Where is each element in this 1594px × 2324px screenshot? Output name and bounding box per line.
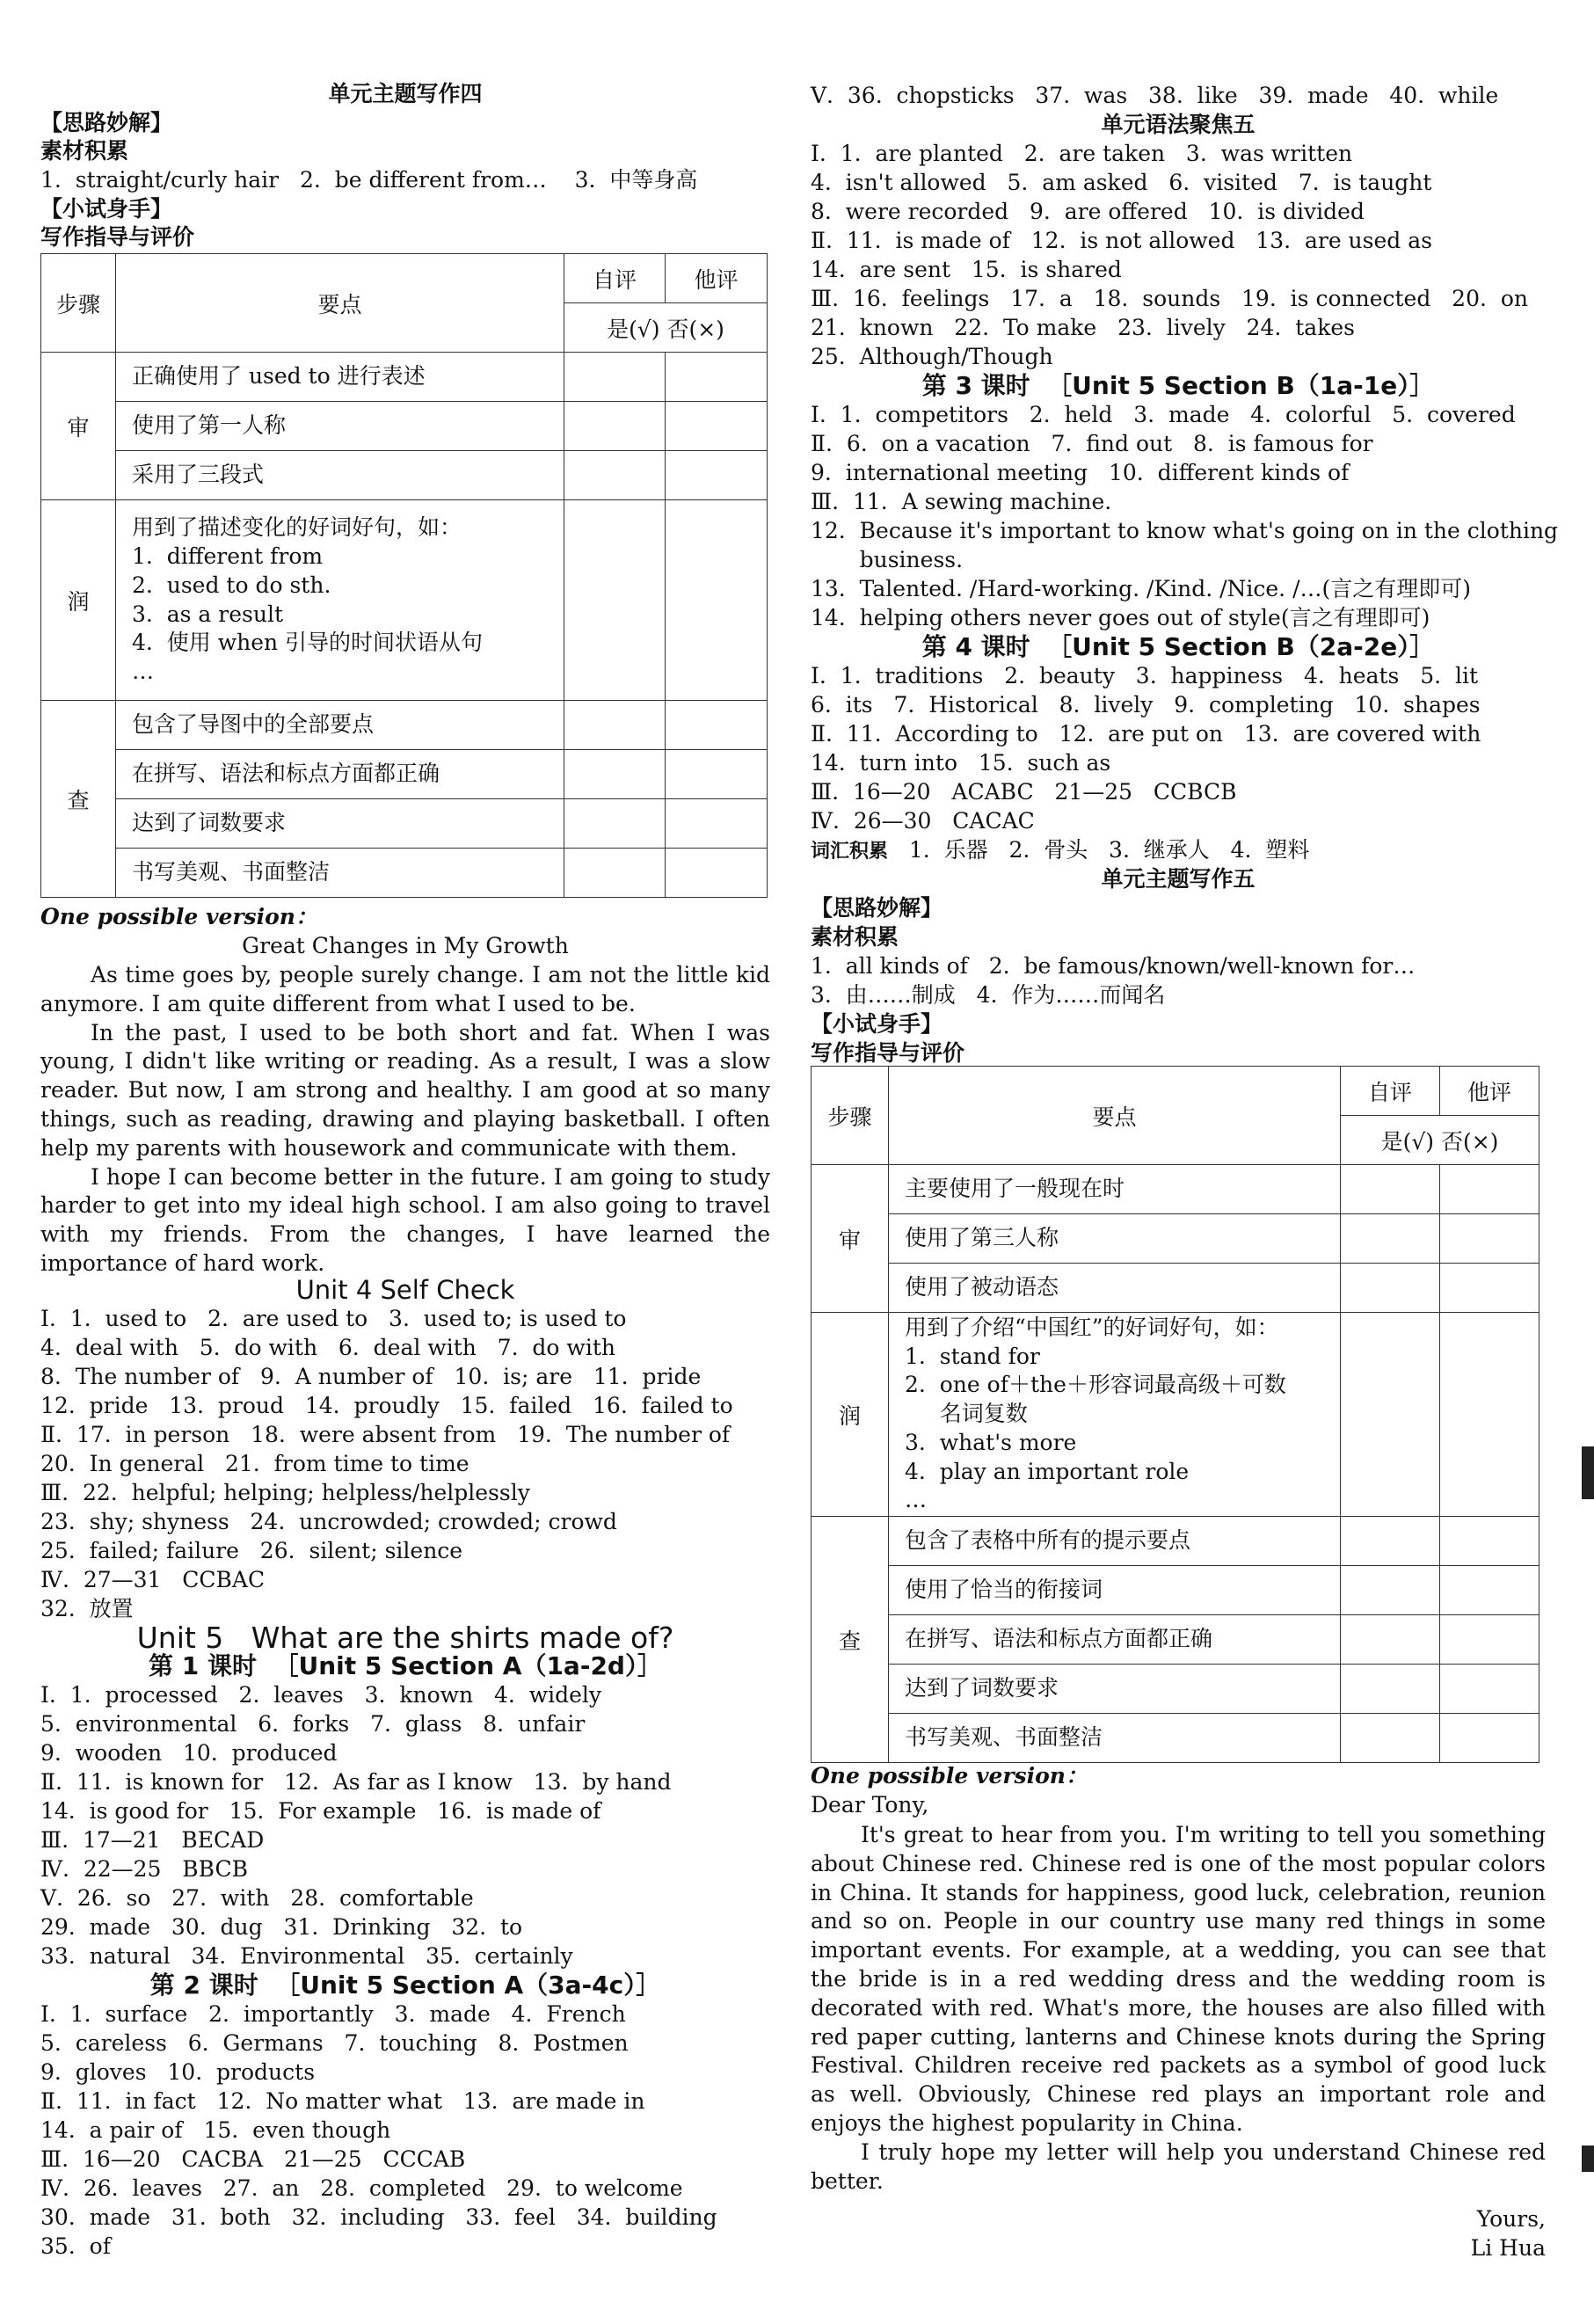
answer-line: Ⅰ. 1. processed 2. leaves 3. known 4. widely xyxy=(40,1682,602,1708)
answer-line: Ⅳ. 26. leaves 27. an 28. completed 29. to welcome xyxy=(40,2175,683,2201)
essay-paragraph: I hope I can become better in the future. I am going to study harder to get into my ideal high school. I am also going to travel with my friends. From the changes, I have learned the importance of hard work. xyxy=(40,1163,770,1276)
letter-paragraph: I truly hope my letter will help you understand Chinese red better. xyxy=(811,2138,1546,2194)
answer-line: Ⅴ. 36. chopsticks 37. was 38. like 39. made 40. while xyxy=(811,83,1499,108)
point-cell-multiline: 用到了描述变化的好词好句，如： 1. different from 2. used to do sth. 3. as a result 4. 使用 when 引导的时间状语从句 … xyxy=(116,500,564,701)
header-step: 步骤 xyxy=(41,254,116,353)
header-yesno: 是(√) 否(×) xyxy=(1341,1116,1539,1165)
header-other: 他评 xyxy=(666,254,768,303)
answer-line: 12. pride 13. proud 14. proudly 15. failed 16. failed to xyxy=(40,1393,733,1418)
letter-salutation: Dear Tony, xyxy=(811,1792,929,1818)
point-cell: 使用了第一人称 xyxy=(116,402,564,451)
answer-line: 33. natural 34. Environmental 35. certainly xyxy=(40,1943,573,1969)
answer-line: Ⅱ. 17. in person 18. were absent from 19. The number of xyxy=(40,1422,731,1447)
step-run: 润 xyxy=(41,500,116,701)
xiaoshi-label: 【小试身手】 xyxy=(40,196,173,222)
answer-line: 23. shy; shyness 24. uncrowded; crowded; crowd xyxy=(40,1509,617,1534)
answer-line: 8. The number of 9. A number of 10. is; are 11. pride xyxy=(40,1364,702,1389)
page-edge-mark xyxy=(1582,1446,1594,1499)
point-cell: 主要使用了一般现在时 xyxy=(889,1165,1341,1214)
answer-line: 6. its 7. Historical 8. lively 9. completing 10. shapes xyxy=(811,692,1481,718)
answer-line: 12. Because it's important to know what's going on in the clothing xyxy=(811,518,1559,543)
answer-line: Ⅳ. 22—25 BBCB xyxy=(40,1856,248,1882)
unit4-self-check-heading: Unit 4 Self Check xyxy=(295,1275,515,1305)
answer-line: 14. a pair of 15. even though xyxy=(40,2117,391,2143)
point-cell: 书写美观、书面整洁 xyxy=(116,849,564,898)
header-step: 步骤 xyxy=(812,1067,889,1165)
possible-version-label: One possible version： xyxy=(40,904,317,929)
answer-line: 21. known 22. To make 23. lively 24. takes xyxy=(811,315,1355,340)
point-cell: 采用了三段式 xyxy=(116,451,564,500)
possible-version-label: One possible version： xyxy=(811,1763,1088,1789)
point-cell: 在拼写、语法和标点方面都正确 xyxy=(116,750,564,799)
answer-line: Ⅰ. 1. competitors 2. held 3. made 4. colorful 5. covered xyxy=(811,402,1516,427)
evaluation-table-4 xyxy=(40,253,768,898)
answer-line: Ⅲ. 17—21 BECAD xyxy=(40,1827,265,1853)
lesson4-heading: 第 4 课时 ［Unit 5 Section B（2a-2e）］ xyxy=(921,632,1435,661)
point-cell: 使用了第三人称 xyxy=(889,1214,1341,1264)
point-cell: 正确使用了 used to 进行表述 xyxy=(116,353,564,402)
answer-line: 29. made 30. dug 31. Drinking 32. to xyxy=(40,1914,523,1940)
writing4-title: 单元主题写作四 xyxy=(328,81,483,106)
sucai-line: 1. all kinds of 2. be famous/known/well-known for… xyxy=(811,953,1416,979)
answer-line: Ⅱ. 11. is made of 12. is not allowed 13. are used as xyxy=(811,228,1432,253)
answer-line: Ⅰ. 1. surface 2. importantly 3. made 4. French xyxy=(40,2001,626,2027)
lesson1-heading: 第 1 课时 ［Unit 5 Section A（1a-2d）］ xyxy=(149,1651,662,1680)
point-cell: 达到了词数要求 xyxy=(889,1665,1341,1714)
header-self: 自评 xyxy=(564,254,666,303)
header-other: 他评 xyxy=(1440,1067,1539,1116)
letter-paragraph: It's great to hear from you. I'm writing to tell you something about Chinese red. Chinese red is one of the most popular colors in China. It stands for happiness, good luck, celebration, reunion and so on. People in our country use many red things in some important events. For example, at a wedding, you can see that the bride is in a red wedding dress and the wedding room is decorated with red. What's more, the houses are also filled with red paper cutting, lanterns and Chinese knots during the Spring Festival. Children receive red packets as a symbol of good luck as well. Obviously, Chinese red plays an important role and enjoys the highest popularity in China. xyxy=(811,1822,1546,2136)
answer-line: Ⅰ. 1. are planted 2. are taken 3. was written xyxy=(811,141,1353,166)
answer-line: 32. 放置 xyxy=(40,1596,134,1621)
sucai-line: 1. straight/curly hair 2. be different from… 3. 中等身高 xyxy=(40,167,698,193)
answer-line: 5. careless 6. Germans 7. touching 8. Postmen xyxy=(40,2030,629,2056)
letter-signature: Li Hua xyxy=(1470,2235,1546,2261)
answer-line: 14. turn into 15. such as xyxy=(811,750,1111,776)
point-cell: 达到了词数要求 xyxy=(116,799,564,849)
answer-line: 14. is good for 15. For example 16. is made of xyxy=(40,1798,601,1824)
step-shen: 审 xyxy=(41,353,116,500)
sucai-label: 素材积累 xyxy=(811,924,899,950)
step-shen: 审 xyxy=(812,1165,889,1313)
letter-body xyxy=(811,1821,1546,2196)
answer-line: 8. were recorded 9. are offered 10. is divided xyxy=(811,199,1365,224)
point-cell: 包含了导图中的全部要点 xyxy=(116,701,564,750)
sucai-label: 素材积累 xyxy=(40,138,129,164)
answer-line: 5. environmental 6. forks 7. glass 8. unfair xyxy=(40,1711,586,1737)
header-self: 自评 xyxy=(1341,1067,1440,1116)
evaluation-table-5 xyxy=(811,1066,1539,1763)
answer-line: 9. international meeting 10. different kinds of xyxy=(811,460,1350,485)
step-cha: 查 xyxy=(812,1517,889,1763)
answer-line: Ⅲ. 16. feelings 17. a 18. sounds 19. is connected 20. on xyxy=(811,286,1528,311)
header-points: 要点 xyxy=(889,1067,1341,1165)
point-cell: 包含了表格中所有的提示要点 xyxy=(889,1517,1341,1566)
guide-label: 写作指导与评价 xyxy=(40,224,195,250)
lesson2-heading: 第 2 课时 ［Unit 5 Section A（3a-4c）］ xyxy=(149,1971,661,2000)
answer-line: 14. are sent 15. is shared xyxy=(811,257,1122,282)
essay-paragraph: As time goes by, people surely change. I am not the little kid anymore. I am quite different from what I used to be. xyxy=(40,962,770,1016)
header-yesno: 是(√) 否(×) xyxy=(564,303,768,353)
answer-line: 30. made 31. both 32. including 33. feel 34. building xyxy=(40,2204,717,2230)
answer-line: 25. Although/Though xyxy=(811,344,1053,369)
point-cell: 在拼写、语法和标点方面都正确 xyxy=(889,1615,1341,1665)
answer-line: 35. of xyxy=(40,2233,111,2259)
essay-paragraph: In the past, I used to be both short and fat. When I was young, I didn't like writing or reading. As a result, I was a slow reader. But now, I am strong and healthy. I am good at so many things, such as reading, drawing and playing basketball. I often help my parents with housework and communicate with them. xyxy=(40,1019,770,1161)
page-edge-mark xyxy=(1582,2146,1594,2172)
answer-line: Ⅱ. 11. According to 12. are put on 13. are covered with xyxy=(811,721,1481,747)
answer-line: Ⅳ. 26—30 CACAC xyxy=(811,808,1035,834)
unit5-title: Unit 5 What are the shirts made of? xyxy=(136,1621,674,1655)
vocab-line xyxy=(811,837,1546,865)
letter-closing: Yours, xyxy=(1476,2206,1546,2232)
guide-label: 写作指导与评价 xyxy=(811,1040,965,1066)
step-run: 润 xyxy=(812,1313,889,1517)
answer-line: 9. wooden 10. produced xyxy=(40,1740,338,1766)
siluchart-label: 【思路妙解】 xyxy=(811,895,943,921)
siluchart-label: 【思路妙解】 xyxy=(40,110,173,135)
answer-line: 14. helping others never goes out of style(言之有理即可) xyxy=(811,605,1430,630)
essay-body xyxy=(40,961,770,1279)
point-cell-multiline: 用到了介绍“中国红”的好词好句，如： 1. stand for 2. one of＋the＋形容词最高级＋可数 名词复数 3. what's more 4. play an important role … xyxy=(889,1313,1341,1517)
essay-title: Great Changes in My Growth xyxy=(242,933,569,958)
vocab-label: 词汇积累 xyxy=(811,841,889,863)
answer-line: Ⅲ. 22. helpful; helping; helpless/helplessly xyxy=(40,1480,530,1505)
answer-line: Ⅱ. 6. on a vacation 7. find out 8. is famous for xyxy=(811,431,1373,456)
answer-line: Ⅰ. 1. used to 2. are used to 3. used to; is used to xyxy=(40,1306,627,1331)
answer-line: Ⅱ. 11. in fact 12. No matter what 13. are made in xyxy=(40,2088,645,2114)
answer-line: Ⅰ. 1. traditions 2. beauty 3. happiness 4. heats 5. lit xyxy=(811,663,1478,688)
answer-line: Ⅱ. 11. is known for 12. As far as I know 13. by hand xyxy=(40,1769,672,1795)
answer-line: business. xyxy=(811,547,964,572)
vocab-text: 1. 乐器 2. 骨头 3. 继承人 4. 塑料 xyxy=(908,837,1310,863)
lesson3-heading: 第 3 课时 ［Unit 5 Section B（1a-1e）］ xyxy=(921,371,1435,400)
answer-line: 4. deal with 5. do with 6. deal with 7. do with xyxy=(40,1335,615,1360)
point-cell: 书写美观、书面整洁 xyxy=(889,1714,1341,1763)
writing5-title: 单元主题写作五 xyxy=(1101,866,1256,892)
answer-line: 4. isn't allowed 5. am asked 6. visited 7. is taught xyxy=(811,170,1432,195)
answer-line: Ⅲ. 16—20 CACBA 21—25 CCCAB xyxy=(40,2146,466,2172)
answer-line: Ⅴ. 26. so 27. with 28. comfortable xyxy=(40,1885,474,1911)
sucai-line: 3. 由……制成 4. 作为……而闻名 xyxy=(811,982,1166,1008)
step-cha: 查 xyxy=(41,701,116,898)
answer-line: Ⅳ. 27—31 CCBAC xyxy=(40,1567,266,1592)
point-cell: 使用了被动语态 xyxy=(889,1264,1341,1313)
answer-line: 20. In general 21. from time to time xyxy=(40,1451,469,1476)
answer-line: 25. failed; failure 26. silent; silence xyxy=(40,1538,463,1563)
header-points: 要点 xyxy=(116,254,564,353)
point-cell: 使用了恰当的衔接词 xyxy=(889,1566,1341,1615)
xiaoshi-label: 【小试身手】 xyxy=(811,1011,943,1037)
answer-line: Ⅲ. 16—20 ACABC 21—25 CCBCB xyxy=(811,779,1237,805)
answer-line: Ⅲ. 11. A sewing machine. xyxy=(811,489,1112,514)
answer-line: 9. gloves 10. products xyxy=(40,2059,316,2085)
answer-line: 13. Talented. /Hard-working. /Kind. /Nice. /…(言之有理即可) xyxy=(811,576,1472,601)
grammar-heading: 单元语法聚焦五 xyxy=(1101,112,1256,137)
